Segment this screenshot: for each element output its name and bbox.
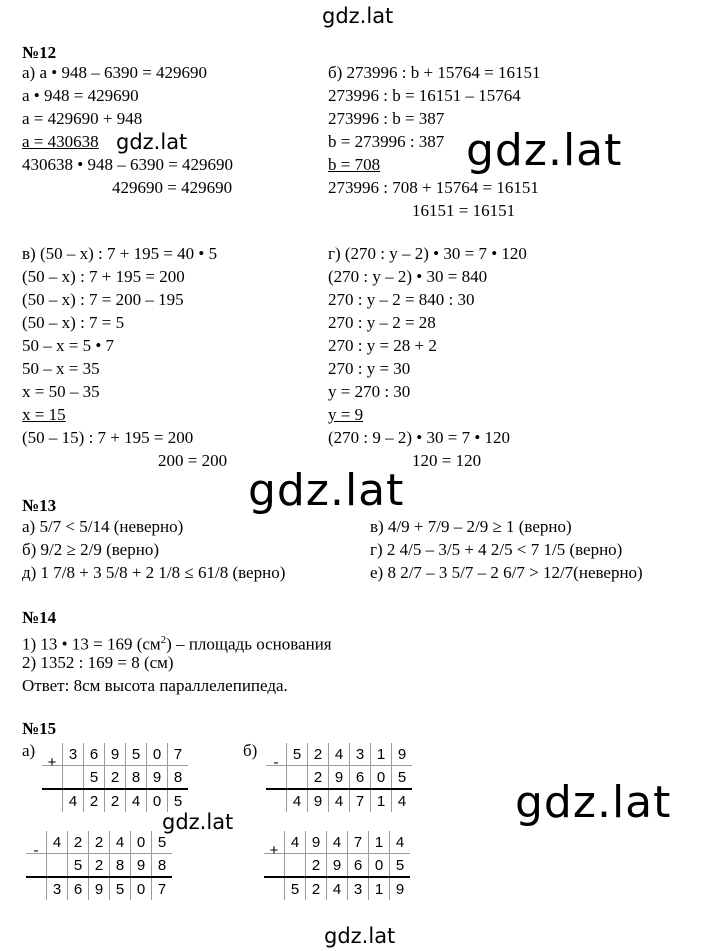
table-digit: 4 (327, 877, 348, 900)
ex15-table-addition-a (42, 743, 188, 812)
table-digit (63, 766, 84, 790)
table-digit: 2 (306, 877, 327, 900)
ex12-a-answer: a = 430638 (22, 132, 99, 151)
table-digit: 4 (110, 831, 131, 854)
ex14-step1-text-end: ) – площадь основания (166, 634, 332, 654)
table-digit (287, 766, 308, 790)
ex15-table-subtraction-b (266, 743, 412, 812)
table-digit: 4 (126, 789, 147, 812)
table-digit: 4 (329, 743, 350, 766)
table-digit: 4 (327, 831, 348, 854)
ex12-b-answer: b = 708 (328, 155, 381, 174)
table-sign (266, 754, 287, 790)
watermark-lower-left: gdz.lat (162, 810, 234, 834)
table-digit: 3 (350, 743, 371, 766)
table-digit: 6 (350, 766, 371, 790)
table-sign (26, 842, 47, 878)
watermark-large-right: gdz.lat (466, 125, 623, 176)
table-digit: 9 (105, 743, 126, 766)
ex15-table-subtraction-check-a (26, 831, 172, 900)
table-digit: 4 (63, 789, 84, 812)
minus-sign: - (33, 842, 39, 859)
ex12-g-check-result: 120 = 120 (412, 451, 482, 470)
ex12-v-line: 50 – x = 5 • 7 (22, 336, 115, 355)
ex12-g-line: 270 : y – 2 = 28 (328, 313, 436, 332)
table-digit: 5 (84, 766, 105, 790)
ex12-v-line: 50 – x = 35 (22, 359, 100, 378)
ex13-item-d: д) 1 7/8 + 3 5/8 + 2 1/8 ≤ 61/8 (верно) (22, 563, 286, 582)
table-digit: 0 (369, 854, 390, 878)
table-digit: 9 (390, 877, 411, 900)
table-digit: 5 (392, 766, 413, 790)
ex12-v-check: (50 – 15) : 7 + 195 = 200 (22, 428, 194, 447)
ex12-v-check-result: 200 = 200 (158, 451, 228, 470)
table-digit: 2 (84, 789, 105, 812)
watermark-large-center: gdz.lat (248, 465, 405, 516)
ex12-a-check: 430638 • 948 – 6390 = 429690 (22, 155, 234, 174)
ex12-a-line: а) a • 948 – 6390 = 429690 (22, 63, 208, 82)
table-digit: 5 (68, 854, 89, 878)
ex13-title: №13 (22, 496, 57, 515)
ex12-a-check-result: 429690 = 429690 (112, 178, 233, 197)
table-digit (285, 854, 306, 878)
ex14-step2: 2) 1352 : 169 = 8 (см) (22, 653, 174, 672)
ex12-g-line: 270 : y = 28 + 2 (328, 336, 437, 355)
table-digit: 6 (84, 743, 105, 766)
plus-sign: + (269, 842, 279, 859)
ex12-a-line: a • 948 = 429690 (22, 86, 139, 105)
table-digit: 0 (147, 743, 168, 766)
table-digit: 2 (89, 854, 110, 878)
ex12-v-answer: x = 15 (22, 405, 66, 424)
table-digit: 0 (131, 877, 152, 900)
ex12-g-answer: y = 9 (328, 405, 364, 424)
table-digit: 2 (89, 831, 110, 854)
ex12-b-line: б) 273996 : b + 15764 = 16151 (328, 63, 541, 82)
table-digit: 1 (369, 877, 390, 900)
ex13-item-e: е) 8 2/7 – 3 5/7 – 2 6/7 > 12/7(неверно) (370, 563, 643, 582)
watermark-mid-left: gdz.lat (116, 130, 188, 154)
watermark-top: gdz.lat (322, 4, 394, 28)
table-digit: 2 (306, 854, 327, 878)
ex13-item-b: б) 9/2 ≥ 2/9 (верно) (22, 540, 159, 559)
table-digit: 7 (168, 743, 189, 766)
table-digit (47, 854, 68, 878)
table-sign (42, 754, 63, 790)
ex14-step1-text: 1) 13 • 13 = 169 (см (22, 634, 161, 654)
table-digit: 5 (390, 854, 411, 878)
table-digit: 2 (105, 789, 126, 812)
table-digit: 3 (63, 743, 84, 766)
table-digit: 5 (152, 831, 173, 854)
minus-sign: - (273, 754, 279, 771)
table-digit: 3 (348, 877, 369, 900)
ex14-answer: Ответ: 8см высота параллелепипеда. (22, 676, 288, 695)
table-digit: 4 (285, 831, 306, 854)
table-digit: 8 (126, 766, 147, 790)
ex12-g-line: (270 : y – 2) • 30 = 840 (328, 267, 488, 286)
ex14-title: №14 (22, 608, 57, 627)
plus-sign: + (47, 754, 57, 771)
table-digit: 9 (306, 831, 327, 854)
ex12-v-line: x = 50 – 35 (22, 382, 100, 401)
table-digit: 0 (371, 766, 392, 790)
table-sign (42, 789, 63, 812)
ex14-step1-sup: 2 (160, 634, 167, 646)
ex12-g-line: г) (270 : y – 2) • 30 = 7 • 120 (328, 244, 527, 263)
table-digit: 4 (392, 789, 413, 812)
table-digit: 7 (348, 831, 369, 854)
table-sign (26, 877, 47, 900)
table-digit: 6 (68, 877, 89, 900)
table-digit: 2 (308, 766, 329, 790)
ex15-title: №15 (22, 719, 57, 738)
table-digit: 5 (126, 743, 147, 766)
table-digit: 4 (329, 789, 350, 812)
ex12-g-line: 270 : y – 2 = 840 : 30 (328, 290, 475, 309)
table-digit: 9 (89, 877, 110, 900)
table-digit: 9 (327, 854, 348, 878)
ex12-v-line: (50 – x) : 7 + 195 = 200 (22, 267, 185, 286)
ex12-v-line: в) (50 – x) : 7 + 195 = 40 • 5 (22, 244, 218, 263)
table-digit: 8 (152, 854, 173, 878)
ex15-table-addition-check-b (264, 831, 410, 900)
table-digit: 1 (371, 789, 392, 812)
table-digit: 9 (131, 854, 152, 878)
ex12-g-check: (270 : 9 – 2) • 30 = 7 • 120 (328, 428, 511, 447)
table-digit: 9 (392, 743, 413, 766)
table-digit: 1 (371, 743, 392, 766)
table-digit: 4 (47, 831, 68, 854)
table-digit: 9 (147, 766, 168, 790)
table-digit: 7 (152, 877, 173, 900)
table-digit: 5 (287, 743, 308, 766)
table-digit: 2 (68, 831, 89, 854)
ex15-label-a: а) (22, 741, 36, 760)
watermark-bottom: gdz.lat (324, 924, 396, 948)
table-digit: 0 (131, 831, 152, 854)
table-digit: 1 (369, 831, 390, 854)
table-digit: 0 (147, 789, 168, 812)
table-digit: 3 (47, 877, 68, 900)
table-digit: 6 (348, 854, 369, 878)
ex12-g-line: 270 : y = 30 (328, 359, 411, 378)
ex14-step1 (22, 630, 332, 655)
ex12-b-line: 273996 : b = 387 (328, 109, 445, 128)
table-digit: 8 (168, 766, 189, 790)
table-sign (264, 877, 285, 900)
ex12-b-line: 273996 : b = 16151 – 15764 (328, 86, 521, 105)
ex12-title: №12 (22, 43, 57, 62)
table-digit: 8 (110, 854, 131, 878)
table-digit: 2 (105, 766, 126, 790)
ex12-v-line: (50 – x) : 7 = 200 – 195 (22, 290, 184, 309)
table-sign (266, 789, 287, 812)
table-digit: 7 (350, 789, 371, 812)
watermark-large-bottom-right: gdz.lat (515, 777, 672, 828)
ex12-g-line: y = 270 : 30 (328, 382, 411, 401)
ex13-item-a: а) 5/7 < 5/14 (неверно) (22, 517, 184, 536)
table-digit: 2 (308, 743, 329, 766)
table-digit: 5 (168, 789, 189, 812)
table-digit: 4 (287, 789, 308, 812)
table-digit: 4 (390, 831, 411, 854)
ex12-b-check-result: 16151 = 16151 (412, 201, 516, 220)
ex13-item-v: в) 4/9 + 7/9 – 2/9 ≥ 1 (верно) (370, 517, 572, 536)
ex12-v-line: (50 – x) : 7 = 5 (22, 313, 125, 332)
table-digit: 5 (110, 877, 131, 900)
ex13-item-g: г) 2 4/5 – 3/5 + 4 2/5 < 7 1/5 (верно) (370, 540, 623, 559)
ex15-label-b: б) (243, 741, 258, 760)
ex12-a-line: a = 429690 + 948 (22, 109, 143, 128)
ex12-b-line: b = 273996 : 387 (328, 132, 445, 151)
table-sign (264, 842, 285, 878)
table-digit: 9 (308, 789, 329, 812)
table-digit: 5 (285, 877, 306, 900)
table-digit: 9 (329, 766, 350, 790)
ex12-b-check: 273996 : 708 + 15764 = 16151 (328, 178, 539, 197)
